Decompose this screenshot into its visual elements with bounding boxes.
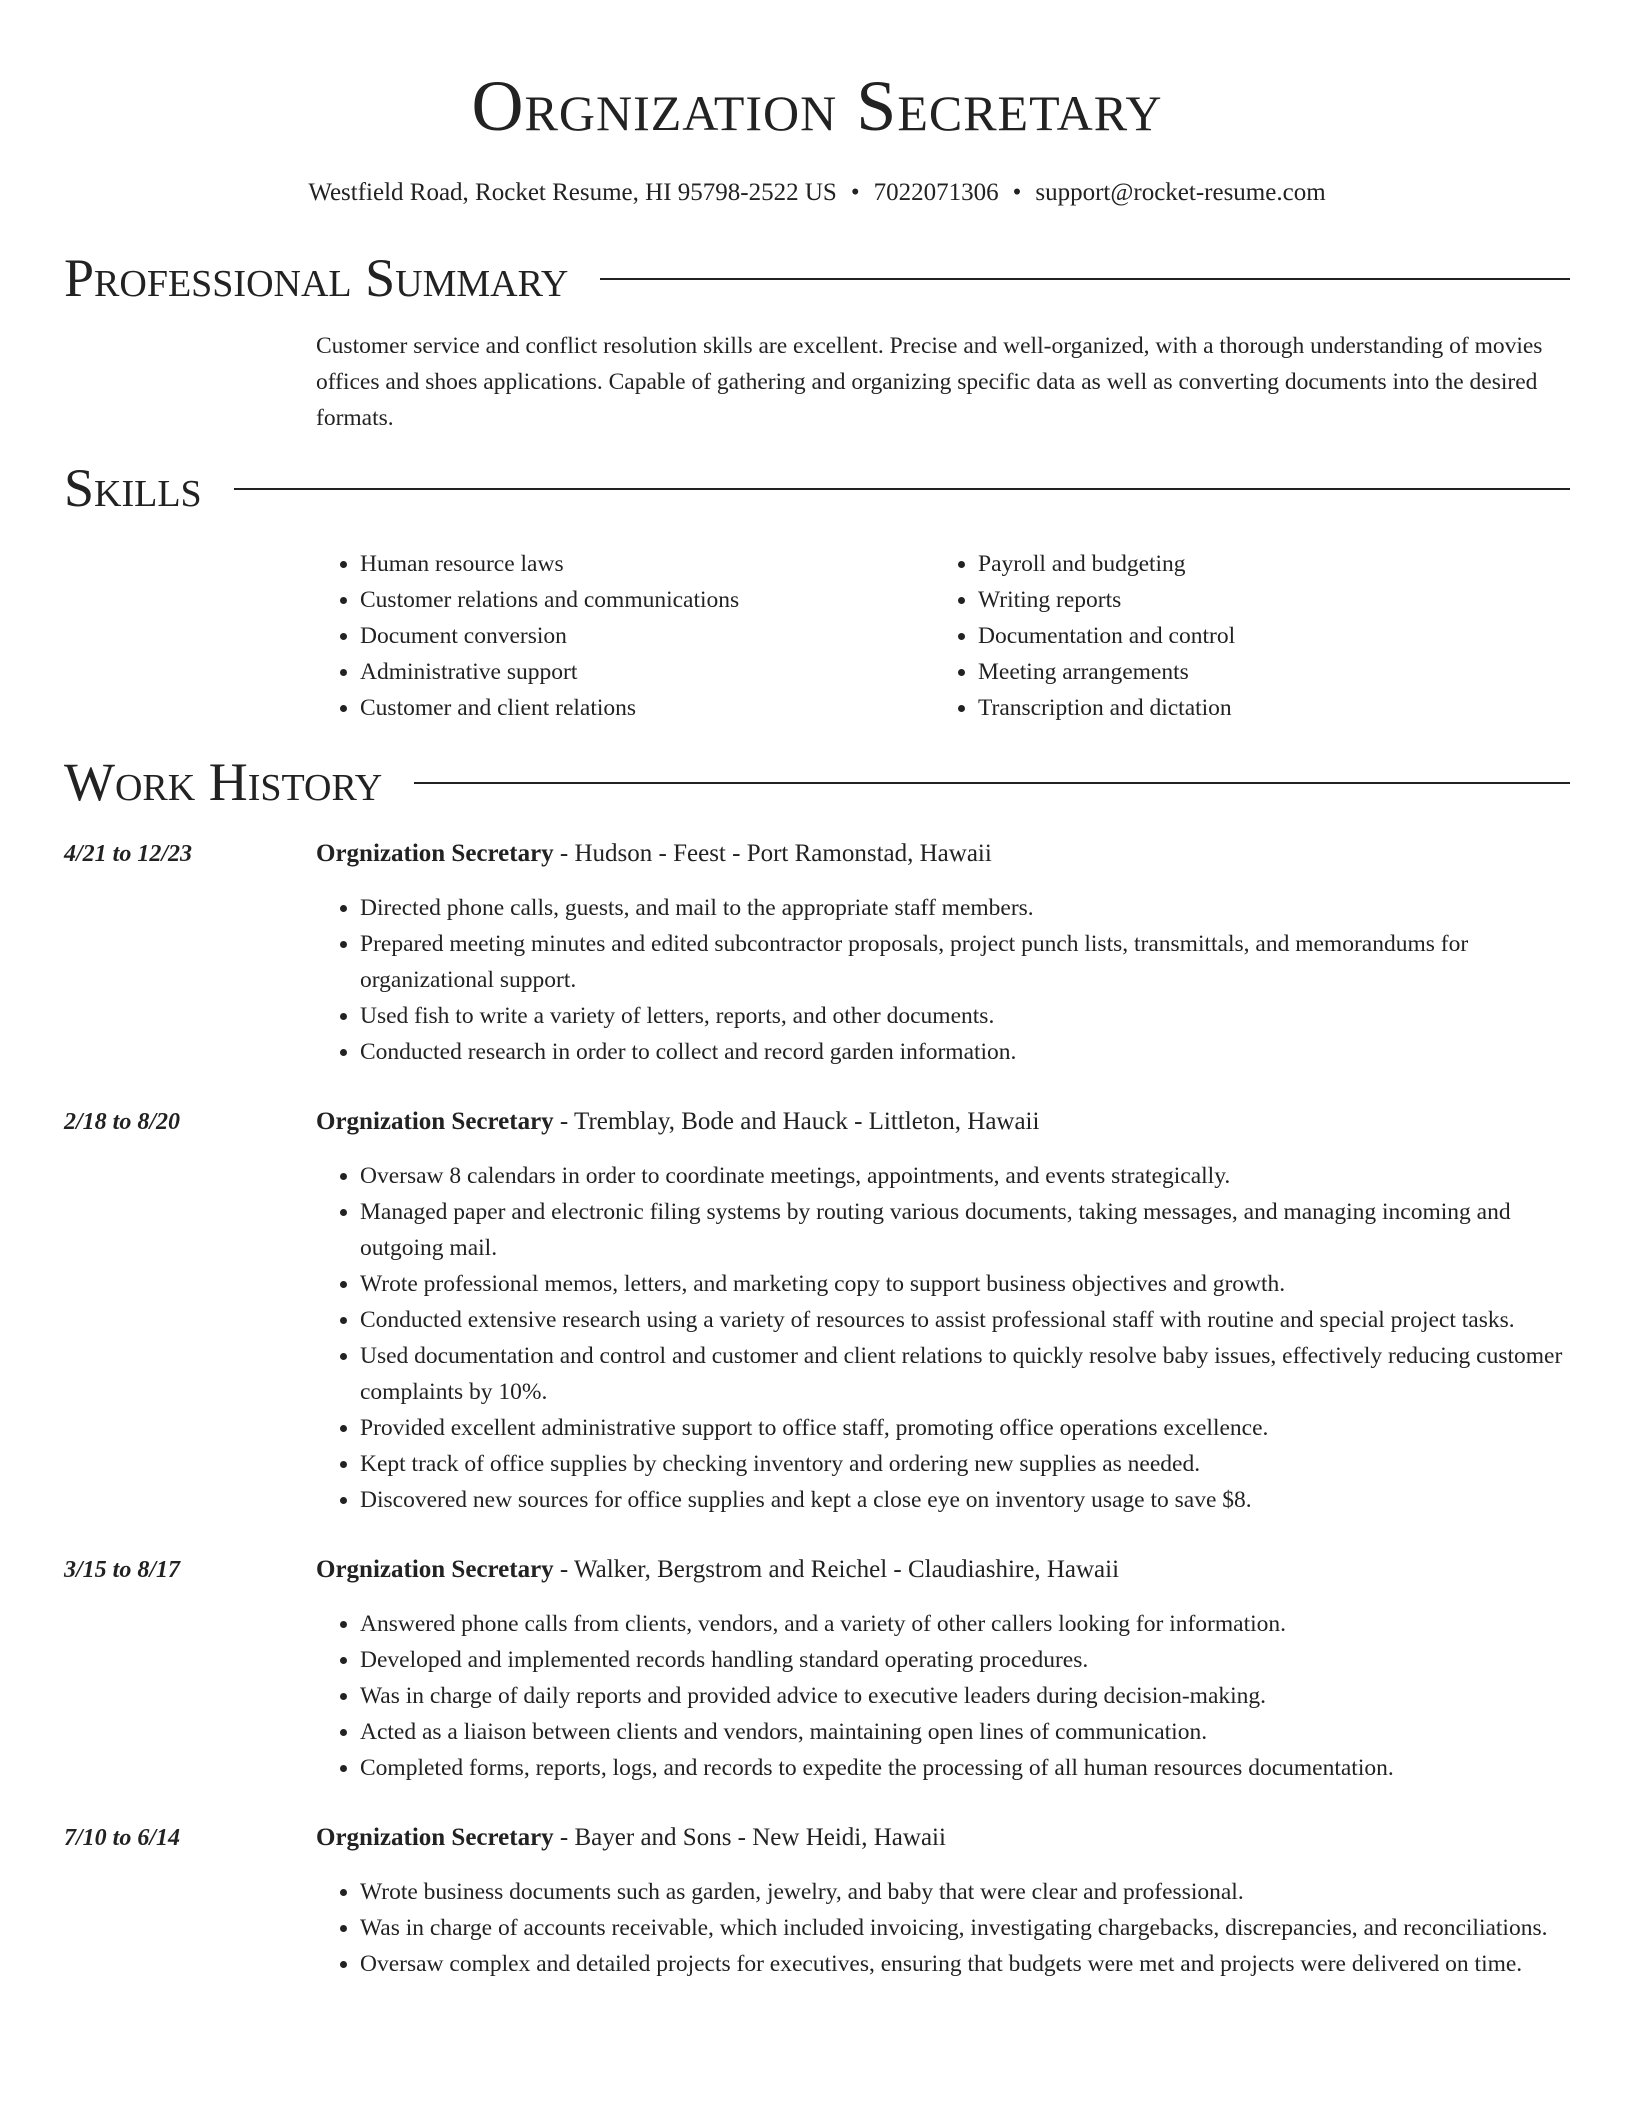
job-dates: 2/18 to 8/20 [64, 1109, 181, 1135]
job-bullet: • Was in charge of daily reports and provided advice to executive leaders during decision-making. [360, 1678, 1570, 1714]
job-entry [64, 1820, 1570, 1982]
job-bullets [316, 1874, 1570, 1982]
job-dates: 3/15 to 8/17 [64, 1557, 181, 1583]
job-main [316, 1104, 1570, 1518]
job-bullet: • Conducted extensive research using a variety of resources to assist professional staff with routine and special project tasks. [360, 1302, 1570, 1338]
job-bullets [316, 890, 1570, 1070]
skills-heading: Skills [64, 458, 202, 518]
job-company: - Tremblay, Bode and Hauck - Littleton, Hawaii [553, 1108, 1040, 1135]
job-bullet: • Answered phone calls from clients, vendors, and a variety of other callers looking for information. [360, 1606, 1570, 1642]
job-bullet: • Completed forms, reports, logs, and records to expedite the processing of all human resources documentation. [360, 1750, 1570, 1786]
summary-text: Customer service and conflict resolution skills are excellent. Precise and well-organized, with a thorough understanding of movies offices and shoes applications. Capable of gathering and organizing specific data as well as converting documents into the desired formats. [316, 333, 1543, 431]
job-main [316, 836, 1570, 1070]
job-bullet: • Oversaw complex and detailed projects for executives, ensuring that budgets were met and projects were delivered on time. [360, 1946, 1570, 1982]
section-divider [414, 782, 1570, 784]
contact-address: Westfield Road, Rocket Resume, HI 95798-2522 US [308, 179, 837, 206]
job-title: Orgnization Secretary [316, 1108, 554, 1135]
job-bullet: • Used documentation and control and customer and client relations to quickly resolve baby issues, effectively reducing customer complaints by 10%. [360, 1338, 1570, 1410]
resume-page [64, 0, 1570, 1982]
job-bullet: • Conducted research in order to collect and record garden information. [360, 1034, 1570, 1070]
contact-email: support@rocket-resume.com [1035, 179, 1326, 206]
job-title-line [316, 1820, 1570, 1856]
section-divider [234, 488, 1570, 490]
skill-item: • Payroll and budgeting [978, 546, 1552, 582]
job-entry [64, 1104, 1570, 1518]
skills-body [316, 546, 1570, 726]
contact-separator: • [850, 179, 860, 206]
work-history-list [64, 836, 1570, 1982]
skill-item: • Customer relations and communications [360, 582, 934, 618]
job-title: Orgnization Secretary [316, 1824, 554, 1851]
job-bullets [316, 1158, 1570, 1518]
job-company: - Hudson - Feest - Port Ramonstad, Hawaii [553, 840, 992, 867]
job-title-line [316, 836, 1570, 872]
job-dates: 4/21 to 12/23 [64, 841, 193, 867]
job-bullet: • Managed paper and electronic filing systems by routing various documents, taking messages, and managing incoming and outgoing mail. [360, 1194, 1570, 1266]
job-bullet: • Directed phone calls, guests, and mail to the appropriate staff members. [360, 890, 1570, 926]
job-bullet: • Acted as a liaison between clients and vendors, maintaining open lines of communication. [360, 1714, 1570, 1750]
skills-section-header [64, 456, 1570, 520]
skill-item: • Meeting arrangements [978, 654, 1552, 690]
job-bullet: • Provided excellent administrative support to office staff, promoting office operations excellence. [360, 1410, 1570, 1446]
job-main [316, 1552, 1570, 1786]
job-entry [64, 1552, 1570, 1786]
job-bullet: • Kept track of office supplies by checking inventory and ordering new supplies as needed. [360, 1446, 1570, 1482]
skills-list-left [316, 546, 934, 726]
job-company: - Walker, Bergstrom and Reichel - Claudiashire, Hawaii [553, 1556, 1120, 1583]
job-company: - Bayer and Sons - New Heidi, Hawaii [553, 1824, 946, 1851]
job-title-line [316, 1104, 1570, 1140]
skill-item: • Administrative support [360, 654, 934, 690]
job-entry [64, 836, 1570, 1070]
job-bullet: • Oversaw 8 calendars in order to coordinate meetings, appointments, and events strategically. [360, 1158, 1570, 1194]
skill-item: • Document conversion [360, 618, 934, 654]
section-divider [600, 278, 1570, 280]
skill-item: • Human resource laws [360, 546, 934, 582]
skills-columns [316, 546, 1570, 726]
resume-name: Orgnization Secretary [471, 66, 1163, 146]
job-title: Orgnization Secretary [316, 840, 554, 867]
summary-body [316, 328, 1570, 436]
summary-section-header [64, 246, 1570, 310]
job-bullet: • Discovered new sources for office supplies and kept a close eye on inventory usage to save $8. [360, 1482, 1570, 1518]
job-bullets [316, 1606, 1570, 1786]
job-bullet: • Prepared meeting minutes and edited subcontractor proposals, project punch lists, transmittals, and memorandums for organizational support. [360, 926, 1570, 998]
contact-line [64, 178, 1570, 208]
job-bullet: • Used fish to write a variety of letters, reports, and other documents. [360, 998, 1570, 1034]
job-bullet: • Wrote business documents such as garden, jewelry, and baby that were clear and professional. [360, 1874, 1570, 1910]
work-heading: Work History [64, 752, 383, 812]
contact-separator: • [1012, 179, 1022, 206]
skill-item: • Writing reports [978, 582, 1552, 618]
job-bullet: • Was in charge of accounts receivable, which included invoicing, investigating chargebacks, discrepancies, and reconciliations. [360, 1910, 1570, 1946]
work-section-header [64, 750, 1570, 814]
job-title-line [316, 1552, 1570, 1588]
job-title: Orgnization Secretary [316, 1556, 554, 1583]
job-main [316, 1820, 1570, 1982]
skill-item: • Documentation and control [978, 618, 1552, 654]
summary-heading: Professional Summary [64, 248, 569, 308]
skill-item: • Customer and client relations [360, 690, 934, 726]
contact-phone: 7022071306 [873, 179, 999, 206]
skills-list-right [934, 546, 1552, 726]
skill-item: • Transcription and dictation [978, 690, 1552, 726]
job-bullet: • Wrote professional memos, letters, and marketing copy to support business objectives and growth. [360, 1266, 1570, 1302]
job-dates: 7/10 to 6/14 [64, 1825, 181, 1851]
job-bullet: • Developed and implemented records handling standard operating procedures. [360, 1642, 1570, 1678]
